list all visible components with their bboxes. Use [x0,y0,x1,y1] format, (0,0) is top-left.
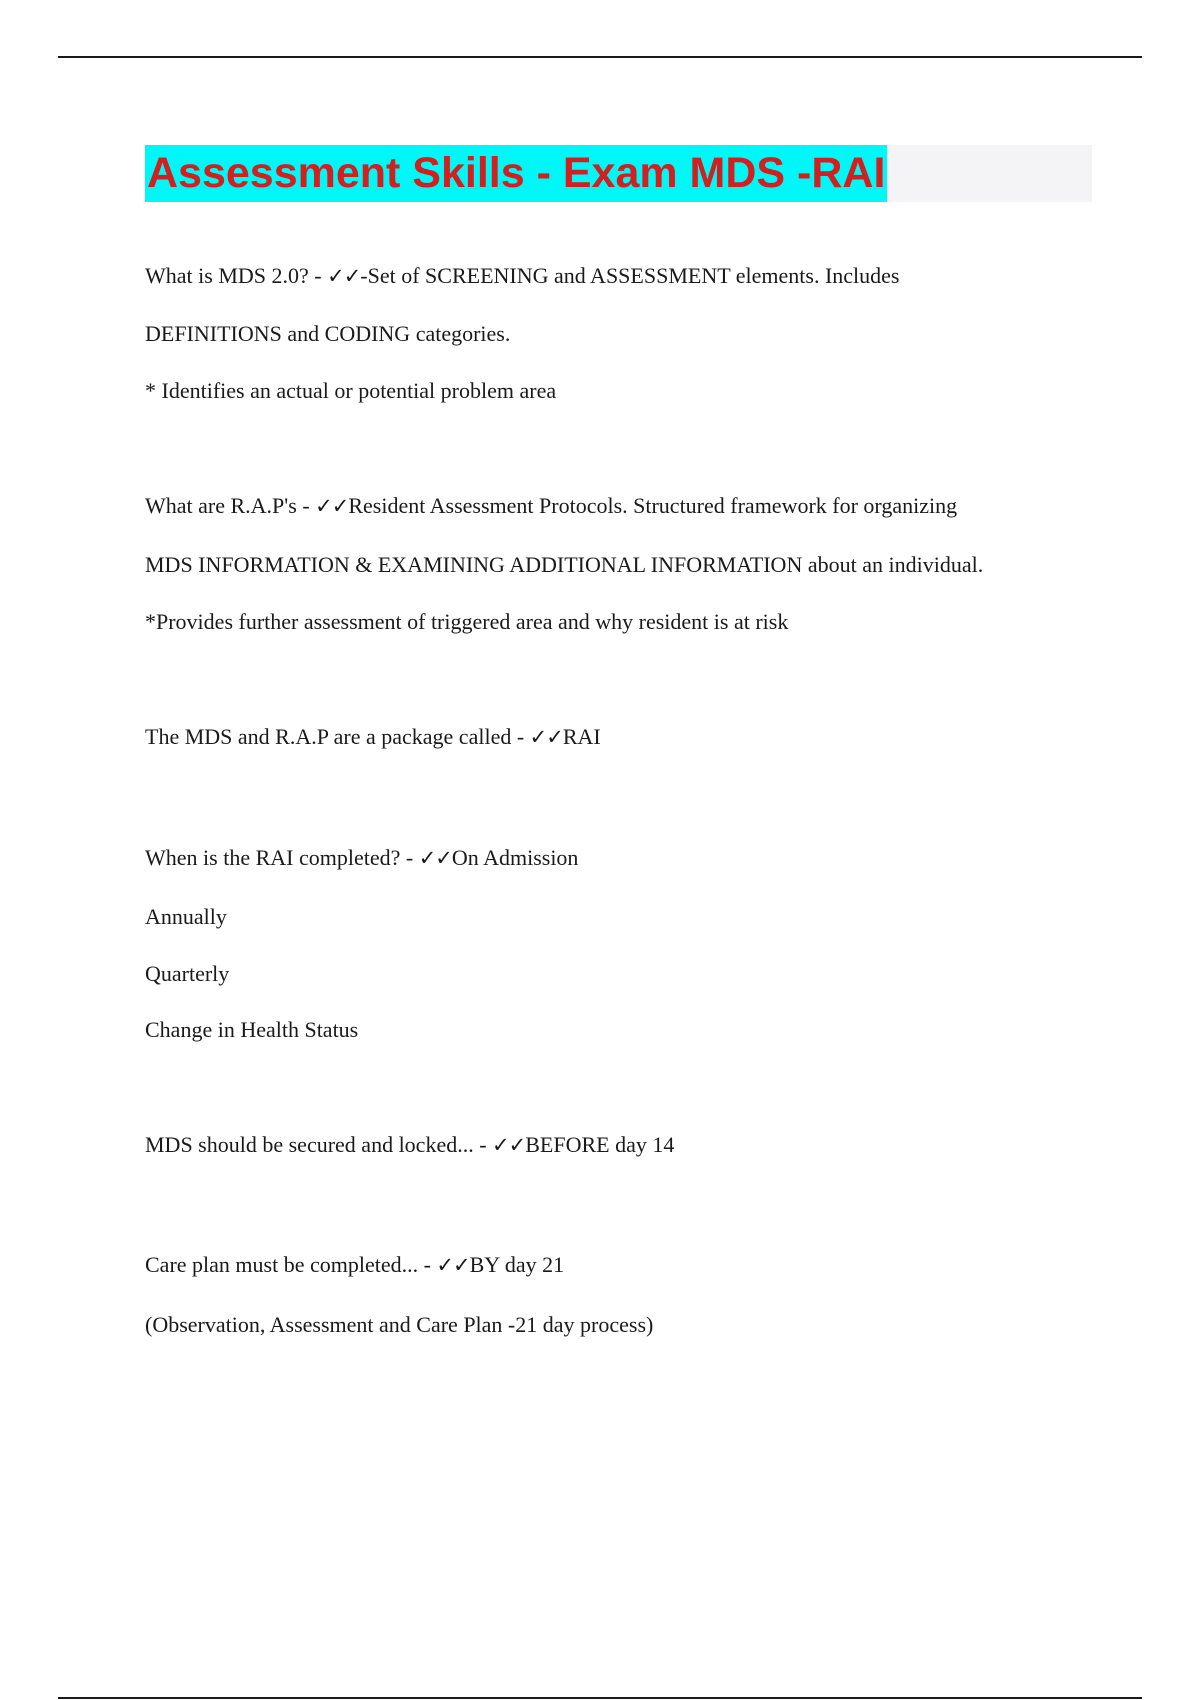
card-4-answer: On Admission [451,845,579,870]
card-3-question: The MDS and R.A.P are a package called - [145,724,530,749]
card-1-question: What is MDS 2.0? - [145,263,328,288]
card-2-question: What are R.A.P's - [145,493,316,518]
card-2-question-line [145,492,957,520]
card-2-answer-line: *Provides further assessment of triggered area and why resident is at risk [145,609,789,634]
card-6-answer-line: (Observation, Assessment and Care Plan -21 day process) [145,1312,654,1337]
card-5-question: MDS should be secured and locked... - [145,1132,493,1157]
card-3-answer: RAI [562,724,601,749]
check-mark-icon: ✓✓ [418,846,452,870]
card-1-answer: -Set of SCREENING and ASSESSMENT elements. Includes [360,263,900,288]
card-4-answer-line: Annually [145,904,227,929]
check-mark-icon: ✓✓ [327,264,361,288]
card-4-answer-line: Quarterly [145,961,230,986]
card-4-question: When is the RAI completed? - [145,845,419,870]
card-5-question-line [145,1131,674,1159]
card-6-question-line [145,1251,564,1279]
document-title: Assessment Skills - Exam MDS -RAI [145,145,887,202]
check-mark-icon: ✓✓ [436,1253,470,1277]
card-1-answer-line: DEFINITIONS and CODING categories. [145,321,511,346]
check-mark-icon: ✓✓ [315,494,349,518]
card-6-answer: BY day 21 [469,1252,565,1277]
check-mark-icon: ✓✓ [492,1133,526,1157]
card-6-question: Care plan must be completed... - [145,1252,437,1277]
card-3-question-line [145,723,601,751]
card-4-answer-line: Change in Health Status [145,1017,359,1042]
card-4-question-line [145,844,578,872]
card-2-answer-line: MDS INFORMATION & EXAMINING ADDITIONAL INFORMATION about an individual. [145,552,984,577]
card-2-answer: Resident Assessment Protocols. Structured framework for organizing [348,493,958,518]
check-mark-icon: ✓✓ [529,725,563,749]
card-1-answer-line: * Identifies an actual or potential problem area [145,378,557,403]
card-1-question-line [145,262,899,290]
card-5-answer: BEFORE day 14 [525,1132,675,1157]
header-rule [58,56,1142,58]
footer-rule [58,1697,1142,1699]
